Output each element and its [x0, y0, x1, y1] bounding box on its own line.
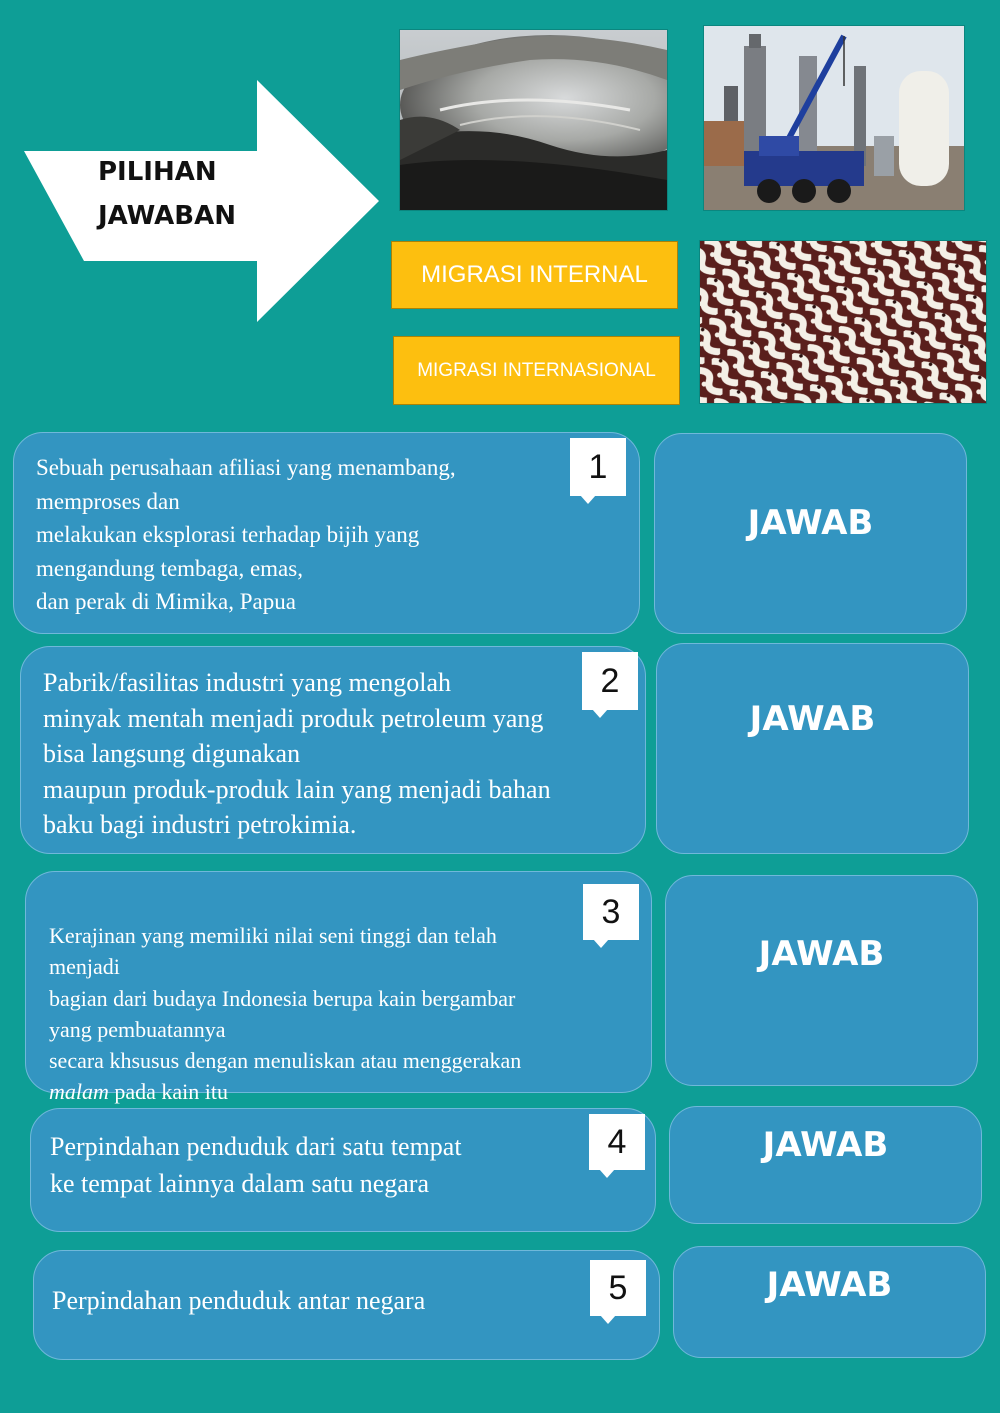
question-text-3-tail: pada kain itu [108, 1079, 229, 1105]
question-text-3-italic: malam [49, 1079, 109, 1105]
question-box-1 [13, 432, 640, 634]
question-text-2: Pabrik/fasilitas industri yang mengolah minyak mentah menjadi produk petroleum yang bisa langsung digunakan maupun produk-produk lain yang menjadi bahan baku bagi industri petrokimia. [43, 668, 551, 839]
answer-box-1[interactable] [654, 433, 967, 634]
question-text-3 [49, 889, 609, 1107]
batik-photo[interactable] [699, 240, 987, 404]
option-migrasi-internasional-label: MIGRASI INTERNASIONAL [417, 359, 656, 381]
question-text-4: Perpindahan penduduk dari satu tempat ke tempat lainnya dalam satu negara [50, 1132, 462, 1198]
question-number-2: 2 [582, 652, 638, 710]
question-text-5: Perpindahan penduduk antar negara [52, 1286, 426, 1315]
arrow-label-line1: PILIHAN [98, 157, 217, 187]
question-box-3 [25, 871, 652, 1105]
question-text-3-main: Kerajinan yang memiliki nilai seni tinggi dan telah menjadi bagian dari budaya Indonesia berupa kain bergambar yang pembuatannya secara khsusus dengan menuliskan atau menggerakan [49, 923, 522, 1074]
option-migrasi-internal[interactable] [391, 241, 678, 309]
pilihan-jawaban-arrow [24, 80, 384, 322]
question-box-2 [20, 646, 646, 854]
question-box-5 [33, 1250, 660, 1360]
answer-label-1: JAWAB [747, 503, 874, 543]
question-box-4 [30, 1108, 656, 1232]
answer-label-5: JAWAB [766, 1265, 893, 1305]
refinery-photo[interactable] [703, 25, 965, 211]
mine-photo[interactable] [399, 29, 668, 211]
question-number-5: 5 [590, 1260, 646, 1316]
option-migrasi-internasional[interactable] [393, 336, 680, 405]
option-migrasi-internal-label: MIGRASI INTERNAL [421, 261, 648, 288]
answer-box-2[interactable] [656, 643, 969, 854]
question-text-1: Sebuah perusahaan afiliasi yang menambang, memproses dan melakukan eksplorasi terhadap bijih yang mengandung tembaga, emas, dan perak di Mimika, Papua [36, 455, 456, 615]
answer-label-4: JAWAB [762, 1125, 889, 1165]
arrow-label [98, 150, 298, 238]
answer-box-3[interactable] [665, 875, 978, 1086]
answer-box-4[interactable] [669, 1106, 982, 1224]
batik-image [700, 241, 986, 403]
answer-label-2: JAWAB [749, 699, 876, 739]
refinery-image [704, 26, 964, 210]
arrow-label-line2: JAWABAN [98, 201, 236, 231]
question-number-3: 3 [583, 884, 639, 940]
answer-box-5[interactable] [673, 1246, 986, 1358]
answer-label-3: JAWAB [758, 934, 885, 974]
mine-image [400, 30, 667, 210]
question-number-1: 1 [570, 438, 626, 496]
question-number-4: 4 [589, 1114, 645, 1170]
